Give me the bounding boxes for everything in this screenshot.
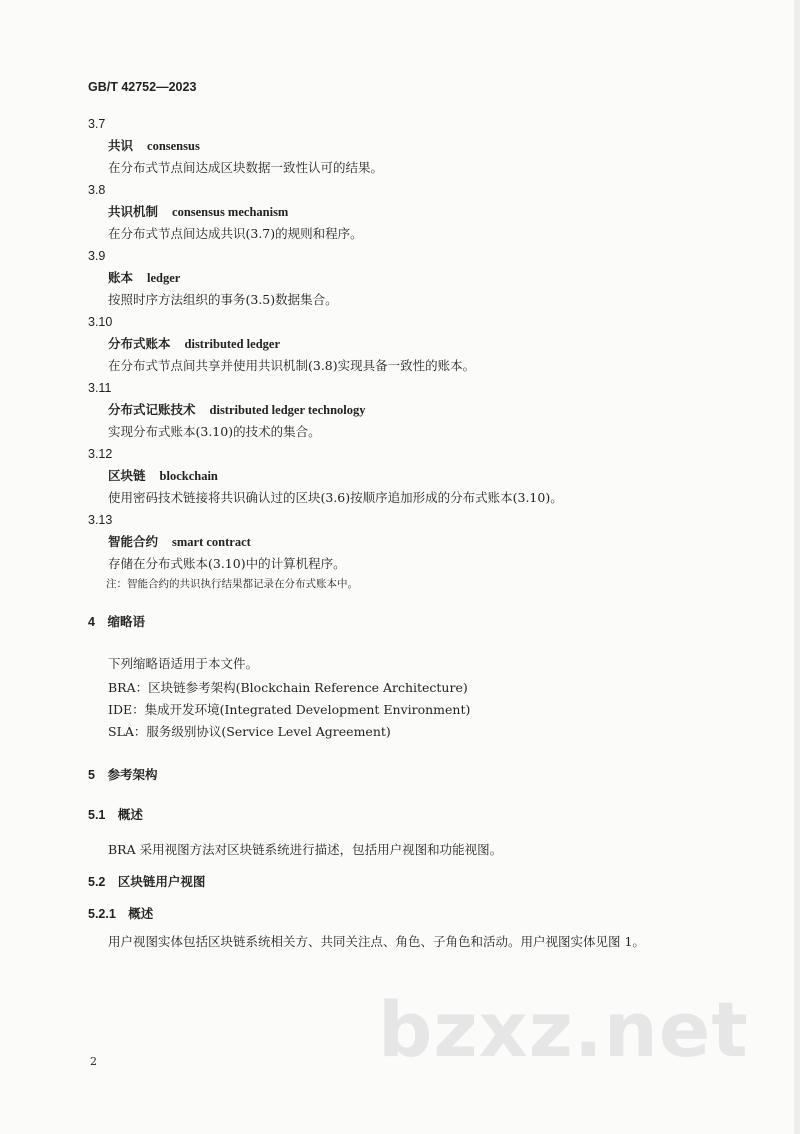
term-definition: 按照时序方法组织的事务(3.5)数据集合。 (108, 292, 338, 307)
term-en: consensus (147, 139, 200, 153)
term-definition: 在分布式节点间达成区块数据一致性认可的结果。 (108, 160, 384, 175)
term-zh: 共识机制 (108, 204, 159, 219)
section-5-heading: 5 参考架构 (88, 768, 158, 782)
term-heading (108, 204, 288, 220)
term-zh: 分布式记账技术 (108, 402, 196, 417)
term-heading (108, 468, 218, 484)
term-en: distributed ledger (184, 337, 280, 351)
term-definition: 使用密码技术链接将共识确认过的区块(3.6)按顺序追加形成的分布式账本(3.10)。 (108, 490, 563, 505)
term-heading (108, 138, 200, 154)
term-definition: 实现分布式账本(3.10)的技术的集合。 (108, 424, 321, 439)
term-heading (108, 402, 366, 418)
abbr-item: BRA：区块链参考架构(Blockchain Reference Architecture) (108, 680, 468, 695)
section-5-2-1-text: 用户视图实体包括区块链系统相关方、共同关注点、角色、子角色和活动。用户视图实体见图 1。 (108, 934, 645, 949)
term-en: smart contract (172, 535, 251, 549)
term-number: 3.10 (88, 315, 113, 329)
section-4-heading: 4 缩略语 (88, 615, 145, 629)
abbr-item: SLA：服务级别协议(Service Level Agreement) (108, 724, 391, 739)
term-en: consensus mechanism (172, 205, 289, 219)
term-definition: 在分布式节点间共享并使用共识机制(3.8)实现具备一致性的账本。 (108, 358, 476, 373)
term-heading (108, 534, 251, 550)
section-5-2-1-heading: 5.2.1 概述 (88, 907, 154, 921)
abbr-intro: 下列缩略语适用于本文件。 (108, 656, 259, 671)
term-en: ledger (147, 271, 181, 285)
term-number: 3.13 (88, 513, 113, 527)
term-definition: 存储在分布式账本(3.10)中的计算机程序。 (108, 556, 346, 571)
term-number: 3.7 (88, 117, 106, 131)
term-zh: 分布式账本 (108, 336, 171, 351)
section-5-1-heading: 5.1 概述 (88, 808, 143, 822)
term-heading (108, 270, 180, 286)
term-number: 3.9 (88, 249, 106, 263)
section-5-2-heading: 5.2 区块链用户视图 (88, 875, 206, 889)
page-edge (794, 0, 800, 1134)
term-zh: 区块链 (108, 468, 146, 483)
term-zh: 账本 (108, 270, 134, 285)
term-zh: 共识 (108, 138, 134, 153)
term-en: distributed ledger technology (209, 403, 366, 417)
term-number: 3.12 (88, 447, 113, 461)
watermark: bzxz.net (378, 985, 749, 1074)
page-number: 2 (90, 1055, 97, 1068)
abbr-item: IDE：集成开发环境(Integrated Development Environment) (108, 702, 471, 717)
term-number: 3.11 (88, 381, 112, 395)
document-header: GB/T 42752—2023 (88, 80, 197, 94)
term-heading (108, 336, 280, 352)
section-5-1-text: BRA 采用视图方法对区块链系统进行描述，包括用户视图和功能视图。 (108, 842, 503, 857)
term-en: blockchain (159, 469, 218, 483)
term-definition: 在分布式节点间达成共识(3.7)的规则和程序。 (108, 226, 363, 241)
term-zh: 智能合约 (108, 534, 159, 549)
note: 注：智能合约的共识执行结果都记录在分布式账本中。 (106, 578, 358, 590)
term-number: 3.8 (88, 183, 106, 197)
